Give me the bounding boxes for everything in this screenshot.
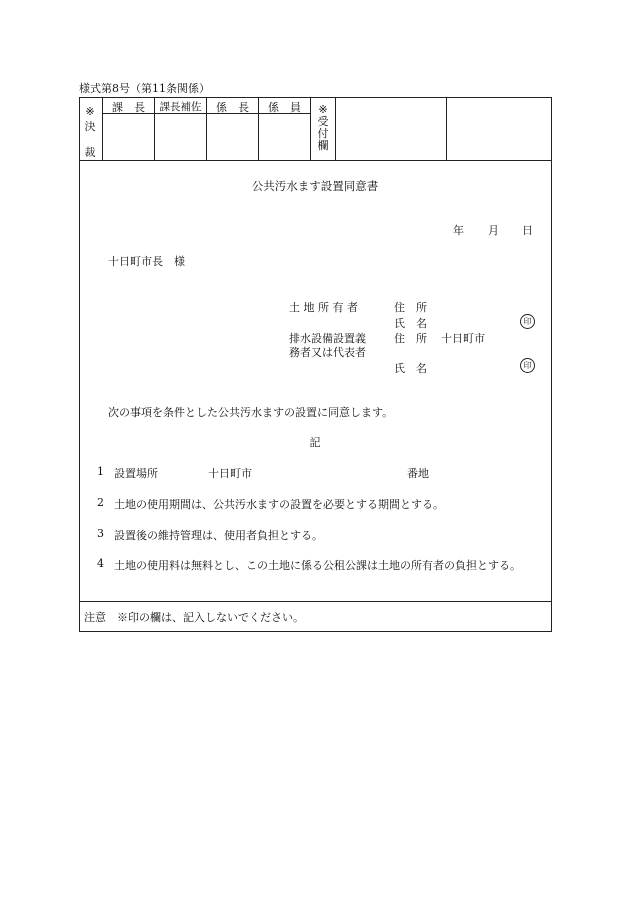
reception-char: 受 [317,115,329,128]
date-year-label: 年 [453,224,464,237]
reception-char: 欄 [317,139,329,152]
obligor-role-line1: 排水設備設置義 [289,332,366,345]
owner-address-label: 住 所 [394,301,427,314]
document-title: 公共汚水ます設置同意書 [251,179,379,193]
approval-table-bottom [79,160,552,161]
ki-heading: 記 [309,436,321,449]
approval-header-section-chief: 課 長 [112,101,145,114]
approval-mark-char: ※ [85,105,95,118]
approval-mark [83,104,97,160]
consent-statement: 次の事項を条件とした公共汚水ますの設置に同意します。 [108,406,394,419]
reception-char: 付 [317,127,329,140]
obligor-address-label: 住 所 [394,332,427,345]
approval-box-section-chief[interactable] [103,114,154,160]
obligor-address-value: 十日町市 [441,332,485,345]
reception-mark [316,104,330,152]
owner-seal-mark: 印 [520,314,535,329]
approval-mark-char: 決 [84,120,96,133]
date-month-label: 月 [488,224,499,237]
approval-box-assistant-chief[interactable] [155,114,206,160]
approval-mark-char: 裁 [84,146,96,159]
date-day-label: 日 [522,224,533,237]
reception-char: ※ [318,103,328,116]
obligor-role-line2: 務者又は代表者 [289,346,366,359]
owner-role: 土 地 所 有 者 [289,301,358,314]
item-number: 2 [97,496,104,509]
item-text-period: 土地の使用期間は、公共汚水ますの設置を必要とする期間とする。 [114,498,444,511]
approval-header-staff: 係 員 [268,101,301,114]
item-number: 3 [97,527,104,540]
approval-mark-gap [83,134,97,145]
form-number-label: 様式第8号（第11条関係） [79,82,210,95]
frame-bottom-border [79,631,552,632]
item-text-maintenance: 設置後の維持管理は、使用者負担とする。 [114,529,323,542]
item-text-fee: 土地の使用料は無料とし、この土地に係る公租公課は土地の所有者の負担とする。 [114,559,521,572]
addressee: 十日町市長 様 [108,255,185,268]
approval-header-unit-chief: 係 長 [216,101,249,114]
reception-box[interactable] [336,98,446,160]
obligor-seal-mark: 印 [520,358,535,373]
item-location-city: 十日町市 [208,467,252,480]
reception-box-right[interactable] [447,98,551,160]
approval-header-assistant-chief: 課長補佐 [159,101,202,113]
owner-name-label: 氏 名 [394,317,427,330]
approval-box-staff[interactable] [259,114,310,160]
item-location-suffix: 番地 [407,467,429,480]
note-divider [79,601,552,602]
item-number: 4 [97,557,104,570]
item-label-location: 設置場所 [114,467,158,480]
obligor-name-label: 氏 名 [394,362,427,375]
approval-col-divider [310,97,311,161]
note-text: 注意 ※印の欄は、記入しないでください。 [84,611,304,624]
approval-box-unit-chief[interactable] [207,114,258,160]
item-number: 1 [97,465,104,478]
